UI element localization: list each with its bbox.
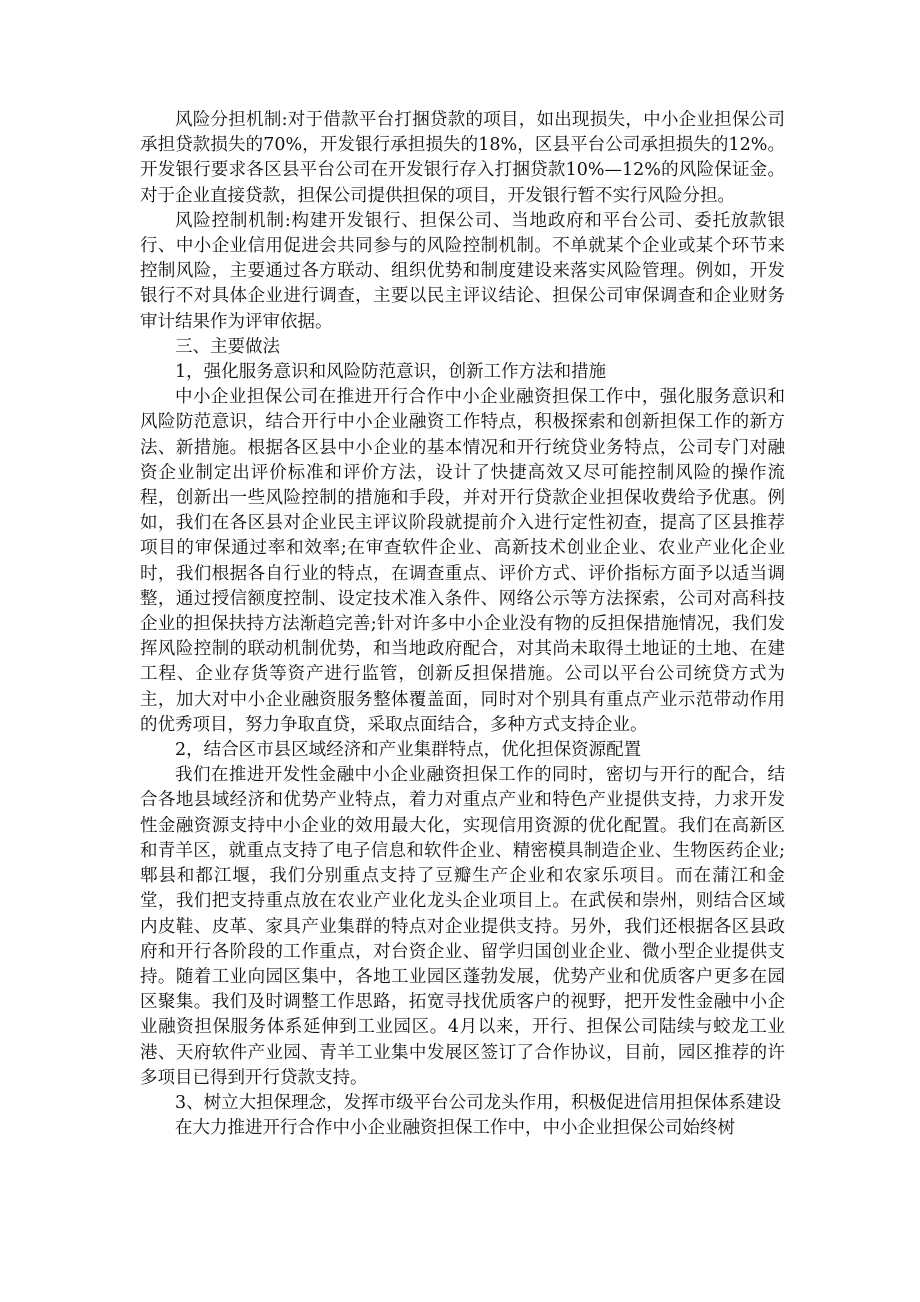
section-heading-main-practices: 三、主要做法 (175, 336, 280, 357)
paragraph-practice-3: 在大力推进开行合作中小企业融资担保工作中，中小企业担保公司始终树 (175, 1118, 735, 1139)
subheading-2: 2，结合区市县区域经济和产业集群特点，优化担保资源配置 (175, 740, 642, 761)
document-body (140, 108, 785, 1141)
paragraph-practice-1: 中小企业担保公司在推进开行合作中小企业融资担保工作中，强化服务意识和风险防范意识，结合开行中小企业融资工作特点，积极探索和创新担保工作的新方法、新措施。根据各区县中小企业的基本情况和开行统贷业务特点，公司专门对融资企业制定出评价标准和评价方法，设计了快捷高效又尽可能控制风险的操作流程，创新出一些风险控制的措施和手段，并对开行贷款企业担保收费给予优惠。例如，我们在各区县对企业民主评议阶段就提前介入进行定性初查，提高了区县推荐项目的审保通过率和效率;在审查软件企业、高新技术创业企业、农业产业化企业时，我们根据各自行业的特点，在调查重点、评价方式、评价指标方面予以适当调整，通过授信额度控制、设定技术准入条件、网络公示等方法探索，公司对高科技企业的担保扶持方法渐趋完善;针对许多中小企业没有物的反担保措施情况，我们发挥风险控制的联动机制优势，和当地政府配合，对其尚未取得土地证的土地、在建工程、企业存货等资产进行监管，创新反担保措施。公司以平台公司统贷方式为主，加大对中小企业融资服务整体覆盖面，同时对个别具有重点产业示范带动作用的优秀项目，努力争取直贷，采取点面结合，多种方式支持企业。 (140, 387, 785, 735)
subheading-1: 1，强化服务意识和风险防范意识，创新工作方法和措施 (175, 362, 607, 383)
paragraph-practice-2: 我们在推进开发性金融中小企业融资担保工作的同时，密切与开行的配合，结合各地县域经济和优势产业特点，着力对重点产业和特色产业提供支持，力求开发性金融资源支持中小企业的效用最大化，实现信用资源的优化配置。我们在高新区和青羊区，就重点支持了电子信息和软件企业、精密模具制造企业、生物医药企业;郫县和都江堰，我们分别重点支持了豆瓣生产企业和农家乐项目。而在蒲江和金堂，我们把支持重点放在农业产业化龙头企业项目上。在武侯和崇州，则结合区域内皮鞋、皮革、家具产业集群的特点对企业提供支持。另外，我们还根据各区县政府和开行各阶段的工作重点，对台资企业、留学归国创业企业、微小型企业提供支持。随着工业向园区集中，各地工业园区蓬勃发展，优势产业和优质客户更多在园区聚集。我们及时调整工作思路，拓宽寻找优质客户的视野，把开发性金融中小企业融资担保服务体系延伸到工业园区。4月以来，开行、担保公司陆续与蛟龙工业港、天府软件产业园、青羊工业集中发展区签订了合作协议，目前，园区推荐的许多项目已得到开行贷款支持。 (140, 765, 785, 1088)
paragraph-risk-sharing: 风险分担机制:对于借款平台打捆贷款的项目，如出现损失，中小企业担保公司承担贷款损失的70%，开发银行承担损失的18%，区县平台公司承担损失的12%。开发银行要求各区县平台公司在开发银行存入打捆贷款10%—12%的风险保证金。对于企业直接贷款，担保公司提供担保的项目，开发银行暂不实行风险分担。 (140, 110, 785, 206)
paragraph-risk-control: 风险控制机制:构建开发银行、担保公司、当地政府和平台公司、委托放款银行、中小企业信用促进会共同参与的风险控制机制。不单就某个企业或某个环节来控制风险，主要通过各方联动、组织优势和制度建设来落实风险管理。例如，开发银行不对具体企业进行调查，主要以民主评议结论、担保公司审保调查和企业财务审计结果作为评审依据。 (140, 210, 785, 332)
subheading-3: 3、树立大担保理念，发挥市级平台公司龙头作用，积极促进信用担保体系建设 (175, 1092, 782, 1113)
